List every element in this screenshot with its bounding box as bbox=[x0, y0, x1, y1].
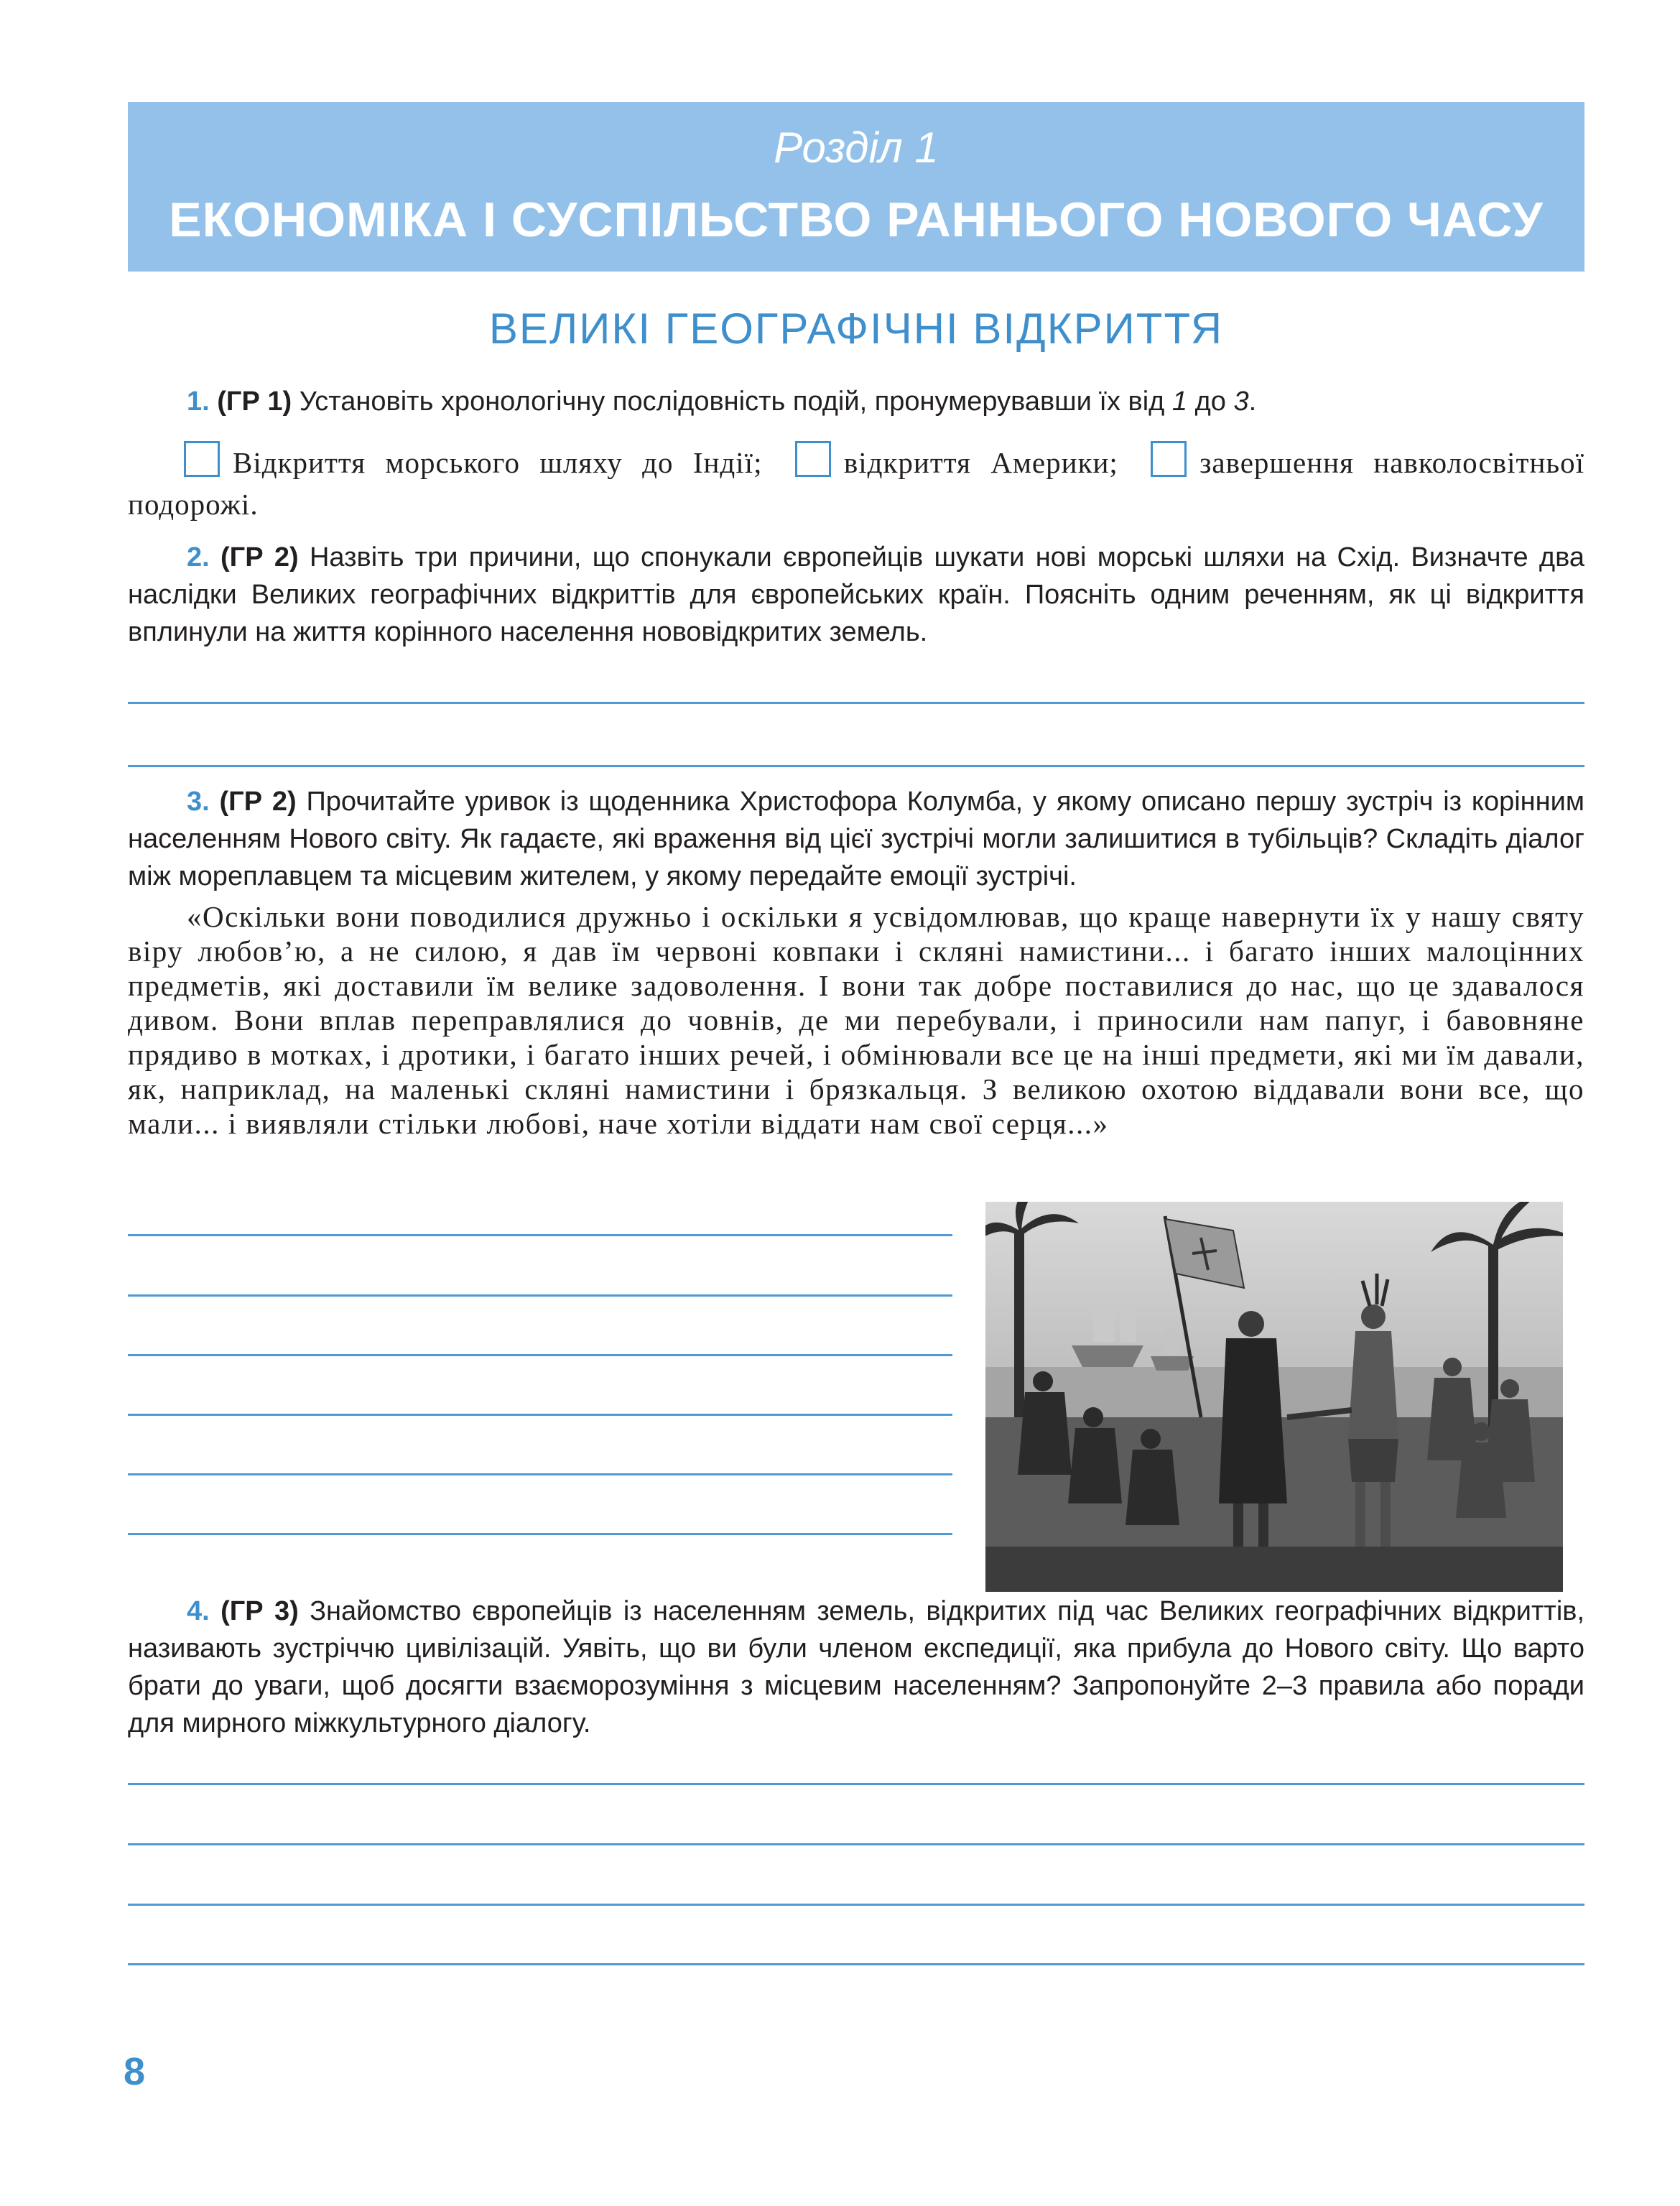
task-1-n1: 1 bbox=[1171, 386, 1188, 417]
task-1-ref: (ГР 1) bbox=[217, 386, 292, 417]
section-title: ЕКОНОМІКА І СУСПІЛЬСТВО РАННЬОГО НОВОГО ЧАСУ bbox=[169, 193, 1544, 247]
answer-line[interactable] bbox=[128, 1294, 952, 1297]
answer-line[interactable] bbox=[128, 1354, 952, 1356]
task-2-number: 2. bbox=[187, 542, 210, 573]
option-circumnavigation: завершення навколосвітньої подорожі. bbox=[128, 446, 1584, 521]
page-number: 8 bbox=[124, 2050, 146, 2093]
option-america: відкриття Америки; bbox=[843, 446, 1118, 479]
task-1-n2: 3 bbox=[1233, 386, 1249, 417]
engraving-illustration bbox=[985, 1202, 1563, 1592]
task-1-text-c: . bbox=[1248, 386, 1257, 417]
task-4-prompt bbox=[128, 1593, 1584, 1742]
checkbox-india[interactable] bbox=[184, 441, 220, 477]
task-1-options bbox=[128, 441, 1584, 525]
topic-title: ВЕЛИКІ ГЕОГРАФІЧНІ ВІДКРИТТЯ bbox=[488, 305, 1224, 353]
section-header bbox=[128, 102, 1584, 272]
answer-line[interactable] bbox=[128, 1843, 1584, 1845]
task-1-text-a: Установіть хронологічну послідовність подій, пронумерувавши їх від bbox=[292, 386, 1172, 417]
task-3-ref: (ГР 2) bbox=[219, 787, 297, 817]
task-4-number: 4. bbox=[187, 1596, 210, 1626]
answer-line[interactable] bbox=[128, 1473, 952, 1475]
checkbox-america[interactable] bbox=[795, 441, 831, 477]
task-3-number: 3. bbox=[187, 787, 210, 817]
checkbox-circumnavigation[interactable] bbox=[1151, 441, 1187, 477]
columbus-quote: «Оскільки вони поводилися дружньо і оскільки я усвідомлював, що краще навернути їх у нашу святу віру любов’ю, а не силою, я дав їм червоні ковпаки і скляні намистини... і багато інших малоцінних предметів, які доставили їм велике задоволення. І вони так добре поставилися до нас, що це здавалося дивом. Вони вплав переправлялися до човнів, де ми перебували, і приносили нам папуг, і бавовняне прядиво в мотках, і дротики, і багато інших речей, і обмінювали все це на інші предмети, які ми їм давали, як, наприклад, на маленькі скляні намистини і брязкальця. З великою охотою віддавали вони все, що мали... і виявляли стільки любові, наче хотіли віддати нам свої серця...» bbox=[128, 900, 1584, 1140]
task-1-prompt bbox=[128, 383, 1584, 420]
columbus-landing-engraving bbox=[985, 1202, 1563, 1592]
answer-line[interactable] bbox=[128, 1963, 1584, 1965]
task-3-prompt bbox=[128, 783, 1584, 895]
answer-line[interactable] bbox=[128, 702, 1584, 704]
answer-line[interactable] bbox=[128, 1904, 1584, 1906]
task-2-text: Назвіть три причини, що спонукали європейців шукати нові морські шляхи на Схід. Визначте два наслідки Великих географічних відкриттів для європейських країн. Поясніть одним реченням, як ці відкриття вплинули на життя корінного населення нововідкритих земель. bbox=[128, 542, 1584, 647]
option-india: Відкриття морського шляху до Індії; bbox=[233, 446, 763, 479]
task-3-text: Прочитайте уривок із щоденника Христофора Колумба, у якому описано першу зустріч із корінним населенням Нового світу. Як гадаєте, які враження від цієї зустрічі могли залишитися в тубільців? Складіть діалог між мореплавцем та місцевим жителем, у якому передайте емоції зустрічі. bbox=[128, 787, 1584, 891]
task-1-text-b: до bbox=[1187, 386, 1234, 417]
answer-line[interactable] bbox=[128, 1414, 952, 1416]
task-2-prompt bbox=[128, 539, 1584, 651]
task-1-number: 1. bbox=[187, 386, 210, 417]
section-number: Розділ 1 bbox=[774, 124, 939, 172]
task-2-ref: (ГР 2) bbox=[221, 542, 299, 573]
task-4-ref: (ГР 3) bbox=[221, 1596, 299, 1626]
task-4-text: Знайомство європейців із населенням земель, відкритих під час Великих географічних відкриттів, називають зустріччю цивілізацій. Уявіть, що ви були членом експедиції, яка прибула до Нового світу. Що варто брати до уваги, щоб досягти взаєморозуміння з місцевим населенням? Запропонуйте 2–3 правила або поради для мирного міжкультурного діалогу. bbox=[128, 1596, 1585, 1738]
answer-line[interactable] bbox=[128, 1783, 1584, 1785]
answer-line[interactable] bbox=[128, 1533, 952, 1535]
answer-line[interactable] bbox=[128, 765, 1584, 767]
answer-line[interactable] bbox=[128, 1234, 952, 1236]
